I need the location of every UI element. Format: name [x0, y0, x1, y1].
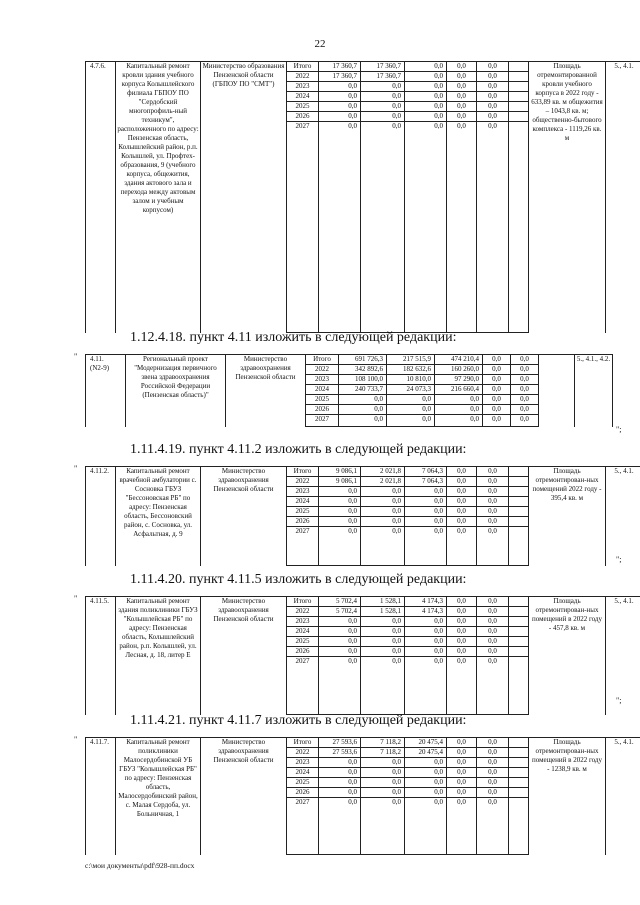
amount-cell: 0,0 — [477, 607, 509, 617]
year-row — [86, 355, 613, 365]
year-row — [86, 467, 640, 477]
year-label: 2025 — [287, 507, 319, 517]
amount-cell: 216 660,4 — [435, 385, 483, 395]
empty-cell — [509, 517, 529, 527]
amount-cell: 0,0 — [405, 517, 447, 527]
year-label: 2023 — [287, 617, 319, 627]
goal-reference: 5., 4.1. — [606, 597, 640, 715]
amount-cell: 0,0 — [405, 627, 447, 637]
amount-cell: 0,0 — [361, 798, 405, 855]
amount-cell: 0,0 — [319, 112, 361, 122]
amount-cell: 0,0 — [477, 778, 509, 788]
amount-cell: 0,0 — [361, 497, 405, 507]
amount-cell: 0,0 — [447, 657, 477, 715]
result-indicator: Площадь отремонтирован-ных помещений в 2022 году - 1238,9 кв. м — [529, 738, 606, 855]
amount-cell: 0,0 — [477, 62, 509, 72]
amount-cell: 0,0 — [447, 788, 477, 798]
goal-reference: 5., 4.1. — [606, 62, 640, 333]
item-number: 4.7.6. — [90, 62, 106, 70]
item-number-cell — [86, 355, 126, 427]
amount-cell: 0,0 — [361, 657, 405, 715]
amount-cell: 0,0 — [361, 527, 405, 566]
year-label: 2023 — [287, 487, 319, 497]
amount-cell: 7 064,3 — [405, 467, 447, 477]
year-label: 2025 — [287, 102, 319, 112]
year-label: 2027 — [306, 415, 339, 427]
amount-cell: 7 118,2 — [361, 738, 405, 748]
amount-cell: 0,0 — [405, 758, 447, 768]
amount-cell: 0,0 — [483, 405, 511, 415]
amount-cell: 0,0 — [477, 617, 509, 627]
amount-cell: 0,0 — [319, 788, 361, 798]
quote-close-mark: "; — [616, 696, 622, 705]
amount-cell: 0,0 — [477, 112, 509, 122]
amount-cell: 0,0 — [319, 617, 361, 627]
amount-cell: 0,0 — [405, 637, 447, 647]
amount-cell: 0,0 — [319, 647, 361, 657]
amount-cell: 0,0 — [405, 82, 447, 92]
amount-cell: 2 021,8 — [361, 467, 405, 477]
amount-cell: 0,0 — [483, 395, 511, 405]
amount-cell: 0,0 — [361, 122, 405, 333]
empty-cell — [509, 627, 529, 637]
amount-cell: 0,0 — [477, 758, 509, 768]
amount-cell: 0,0 — [361, 617, 405, 627]
item-title: Региональный проект "Модернизация первичного звена здравоохранения Российской Федерации (Пензенская область)" — [126, 355, 226, 427]
amount-cell: 0,0 — [361, 517, 405, 527]
amount-cell: 0,0 — [477, 657, 509, 715]
amount-cell: 0,0 — [477, 527, 509, 566]
amount-cell: 0,0 — [447, 607, 477, 617]
amount-cell: 0,0 — [447, 778, 477, 788]
amount-cell: 0,0 — [319, 507, 361, 517]
amount-cell: 0,0 — [405, 527, 447, 566]
amount-cell: 1 528,1 — [361, 597, 405, 607]
amount-cell: 0,0 — [447, 122, 477, 333]
empty-cell — [509, 597, 529, 607]
amount-cell: 0,0 — [477, 788, 509, 798]
amount-cell: 5 702,4 — [319, 607, 361, 617]
amount-cell: 7 118,2 — [361, 748, 405, 758]
amount-cell: 0,0 — [405, 102, 447, 112]
empty-cell — [509, 497, 529, 507]
year-label: Итого — [287, 738, 319, 748]
amount-cell: 0,0 — [511, 405, 539, 415]
amount-cell: 0,0 — [405, 62, 447, 72]
item-title: Капитальный ремонт здания поликлиники ГБУЗ "Колышлейская РБ" по адресу: Пензенская область, Колышлейский район, р.п. Колышлей, ул. Лесная, д. 18, литер Е — [116, 597, 201, 715]
empty-cell — [509, 778, 529, 788]
amount-cell: 0,0 — [361, 112, 405, 122]
item-number-cell — [86, 597, 116, 715]
amount-cell: 0,0 — [319, 637, 361, 647]
amount-cell: 0,0 — [405, 798, 447, 855]
amount-cell: 0,0 — [319, 487, 361, 497]
amount-cell: 0,0 — [319, 517, 361, 527]
empty-cell — [509, 102, 529, 112]
year-label: 2026 — [287, 647, 319, 657]
quote-close-mark: "; — [616, 555, 622, 564]
year-label: 2022 — [306, 365, 339, 375]
empty-cell — [509, 487, 529, 497]
section-heading: 1.11.4.20. пункт 4.11.5 изложить в следующей редакции: — [130, 572, 467, 587]
empty-cell — [509, 607, 529, 617]
amount-cell: 0,0 — [477, 72, 509, 82]
amount-cell: 0,0 — [387, 405, 435, 415]
amount-cell: 0,0 — [447, 627, 477, 637]
result-indicator: Площадь отремонтирован-ных помещений 2022 году - 395,4 кв. м — [529, 467, 606, 566]
page-number: 22 — [314, 38, 326, 50]
amount-cell: 0,0 — [447, 92, 477, 102]
amount-cell: 9 086,1 — [319, 477, 361, 487]
footer-file-path: c:\мои документы\pdf\928-пп.docx — [85, 861, 195, 870]
year-label: Итого — [287, 597, 319, 607]
amount-cell: 0,0 — [483, 355, 511, 365]
item-number-cell — [86, 467, 116, 566]
year-label: Итого — [306, 355, 339, 365]
empty-cell — [509, 92, 529, 102]
amount-cell: 0,0 — [511, 385, 539, 395]
amount-cell: 0,0 — [477, 82, 509, 92]
amount-cell: 4 174,3 — [405, 607, 447, 617]
empty-cell — [509, 62, 529, 72]
empty-cell — [509, 477, 529, 487]
amount-cell: 0,0 — [405, 647, 447, 657]
amount-cell: 0,0 — [361, 768, 405, 778]
empty-cell — [509, 82, 529, 92]
amount-cell: 4 174,3 — [405, 597, 447, 607]
year-label: Итого — [287, 467, 319, 477]
amount-cell: 0,0 — [447, 647, 477, 657]
amount-cell: 0,0 — [447, 738, 477, 748]
amount-cell: 0,0 — [339, 395, 387, 405]
year-row — [86, 738, 640, 748]
record-table-4-11-2 — [85, 466, 640, 566]
year-label: 2026 — [306, 405, 339, 415]
item-number-cell — [86, 62, 116, 333]
amount-cell: 24 073,3 — [387, 385, 435, 395]
year-label: 2026 — [287, 112, 319, 122]
empty-cell — [509, 112, 529, 122]
year-label: 2024 — [306, 385, 339, 395]
amount-cell: 0,0 — [361, 102, 405, 112]
amount-cell: 0,0 — [477, 497, 509, 507]
amount-cell: 0,0 — [447, 62, 477, 72]
amount-cell: 0,0 — [511, 355, 539, 365]
amount-cell: 0,0 — [339, 415, 387, 427]
amount-cell: 0,0 — [361, 92, 405, 102]
amount-cell: 0,0 — [447, 497, 477, 507]
amount-cell: 0,0 — [405, 768, 447, 778]
empty-cell — [509, 72, 529, 82]
empty-cell — [509, 798, 529, 855]
amount-cell: 0,0 — [361, 507, 405, 517]
amount-cell: 0,0 — [477, 507, 509, 517]
record-table-4-11-7 — [85, 737, 640, 855]
quote-open-mark: " — [74, 594, 78, 603]
amount-cell: 0,0 — [319, 758, 361, 768]
amount-cell: 20 475,4 — [405, 738, 447, 748]
amount-cell: 108 100,0 — [339, 375, 387, 385]
year-label: 2024 — [287, 92, 319, 102]
amount-cell: 0,0 — [447, 507, 477, 517]
amount-cell: 0,0 — [447, 467, 477, 477]
amount-cell: 0,0 — [405, 657, 447, 715]
amount-cell: 0,0 — [477, 637, 509, 647]
amount-cell: 10 810,0 — [387, 375, 435, 385]
goal-reference: 5., 4.1. — [606, 467, 640, 566]
amount-cell: 97 290,0 — [435, 375, 483, 385]
amount-cell: 0,0 — [511, 415, 539, 427]
amount-cell: 0,0 — [405, 497, 447, 507]
amount-cell: 0,0 — [447, 798, 477, 855]
amount-cell: 0,0 — [447, 102, 477, 112]
amount-cell: 1 528,1 — [361, 607, 405, 617]
amount-cell: 0,0 — [405, 72, 447, 82]
amount-cell: 0,0 — [447, 72, 477, 82]
year-label: 2024 — [287, 768, 319, 778]
empty-cell — [509, 507, 529, 517]
item-title: Капитальный ремонт кровли здания учебного корпуса Колышлейского филиала ГБПОУ ПО "Сердобский многопрофиль-ный техникум", расположенного по адресу: Пензенская область, Колышлейский район, р.п. Колышлей, ул. Профтех-образования, 9 (учебного корпуса, общежития, здания актового зала и перехода между актовым залом и учебным корпусом) — [116, 62, 201, 333]
amount-cell: 0,0 — [447, 637, 477, 647]
amount-cell: 0,0 — [405, 788, 447, 798]
amount-cell: 27 593,6 — [319, 738, 361, 748]
amount-cell: 217 515,9 — [387, 355, 435, 365]
amount-cell: 0,0 — [483, 385, 511, 395]
year-label: 2027 — [287, 657, 319, 715]
responsible-org: Министерство здравоохранения Пензенской области — [201, 467, 287, 566]
section-heading: 1.11.4.19. пункт 4.11.2 изложить в следующей редакции: — [130, 442, 467, 457]
section-heading: 1.12.4.18. пункт 4.11 изложить в следующей редакции: — [130, 330, 457, 345]
amount-cell: 17 360,7 — [319, 62, 361, 72]
year-label: 2025 — [287, 778, 319, 788]
year-label: 2027 — [287, 122, 319, 333]
amount-cell: 0,0 — [361, 788, 405, 798]
amount-cell: 2 021,8 — [361, 477, 405, 487]
amount-cell: 0,0 — [447, 477, 477, 487]
amount-cell: 0,0 — [405, 122, 447, 333]
amount-cell: 0,0 — [361, 758, 405, 768]
amount-cell: 17 360,7 — [361, 62, 405, 72]
empty-cell — [509, 617, 529, 627]
year-label: 2023 — [287, 82, 319, 92]
quote-open-mark: " — [74, 352, 78, 361]
responsible-org: Министерство здравоохранения Пензенской области — [226, 355, 306, 427]
year-label: 2025 — [287, 637, 319, 647]
amount-cell: 0,0 — [319, 627, 361, 637]
amount-cell: 0,0 — [361, 647, 405, 657]
amount-cell: 0,0 — [435, 405, 483, 415]
amount-cell: 182 632,6 — [387, 365, 435, 375]
year-label: 2022 — [287, 607, 319, 617]
amount-cell: 5 702,4 — [319, 597, 361, 607]
amount-cell: 0,0 — [483, 415, 511, 427]
year-label: 2026 — [287, 517, 319, 527]
year-label: 2024 — [287, 627, 319, 637]
amount-cell: 0,0 — [319, 657, 361, 715]
amount-cell: 0,0 — [319, 92, 361, 102]
amount-cell: 0,0 — [511, 365, 539, 375]
item-title: Капитальный ремонт врачебной амбулатории с. Сосновка ГБУЗ "Бессоновская РБ" по адресу: Пензенская область, Бессоновский район, с. Сосновка, ул. Асфальтная, д. 9 — [116, 467, 201, 566]
item-title: Капитальный ремонт поликлиники Малосердобинской УБ ГБУЗ "Колышлейская РБ" по адресу: Пензенская область, Малосердобинский район, с. Малая Сердоба, ул. Больничная, 1 — [116, 738, 201, 855]
year-label: 2022 — [287, 72, 319, 82]
amount-cell: 0,0 — [477, 798, 509, 855]
year-label: 2024 — [287, 497, 319, 507]
year-label: Итого — [287, 62, 319, 72]
amount-cell: 17 360,7 — [319, 72, 361, 82]
year-label: 2027 — [287, 527, 319, 566]
amount-cell: 0,0 — [319, 778, 361, 788]
amount-cell: 0,0 — [447, 758, 477, 768]
amount-cell: 0,0 — [477, 768, 509, 778]
result-indicator: Площадь отремонтирован-ных помещений в 2022 году - 457,8 кв. м — [529, 597, 606, 715]
amount-cell: 0,0 — [477, 738, 509, 748]
item-number: 4.11.5. — [90, 597, 109, 605]
responsible-org: Министерство здравоохранения Пензенской области — [201, 597, 287, 715]
year-row — [86, 597, 640, 607]
amount-cell: 0,0 — [405, 778, 447, 788]
empty-cell — [509, 657, 529, 715]
amount-cell: 0,0 — [447, 748, 477, 758]
record-table-4-7-6 — [85, 61, 640, 333]
amount-cell: 0,0 — [405, 507, 447, 517]
year-label: 2022 — [287, 748, 319, 758]
amount-cell: 0,0 — [319, 768, 361, 778]
year-label: 2026 — [287, 788, 319, 798]
section-heading: 1.11.4.21. пункт 4.11.7 изложить в следующей редакции: — [130, 713, 467, 728]
amount-cell: 0,0 — [477, 467, 509, 477]
amount-cell: 0,0 — [477, 597, 509, 607]
amount-cell: 0,0 — [483, 375, 511, 385]
amount-cell: 0,0 — [447, 527, 477, 566]
empty-cell — [509, 527, 529, 566]
amount-cell: 0,0 — [483, 365, 511, 375]
item-number: 4.11.2. — [90, 467, 109, 475]
amount-cell: 0,0 — [477, 647, 509, 657]
quote-open-mark: " — [74, 735, 78, 744]
goal-reference: 5., 4.1. — [606, 738, 640, 855]
responsible-org: Министерство здравоохранения Пензенской области — [201, 738, 287, 855]
amount-cell: 240 733,7 — [339, 385, 387, 395]
amount-cell: 0,0 — [361, 627, 405, 637]
empty-cell — [509, 647, 529, 657]
empty-cell — [509, 788, 529, 798]
item-number-cell — [86, 738, 116, 855]
amount-cell: 0,0 — [447, 112, 477, 122]
amount-cell: 0,0 — [405, 112, 447, 122]
amount-cell: 9 086,1 — [319, 467, 361, 477]
amount-cell: 0,0 — [511, 375, 539, 385]
amount-cell: 0,0 — [477, 122, 509, 333]
amount-cell: 0,0 — [435, 415, 483, 427]
amount-cell: 0,0 — [405, 617, 447, 627]
amount-cell: 0,0 — [319, 798, 361, 855]
record-table-4-11-5 — [85, 596, 640, 715]
amount-cell: 160 260,0 — [435, 365, 483, 375]
amount-cell: 0,0 — [319, 527, 361, 566]
quote-close-mark: "; — [616, 425, 622, 434]
amount-cell: 0,0 — [319, 497, 361, 507]
year-label: 2023 — [306, 375, 339, 385]
year-label: 2025 — [306, 395, 339, 405]
amount-cell: 0,0 — [477, 627, 509, 637]
record-table-4-11 — [85, 354, 613, 427]
amount-cell: 0,0 — [339, 405, 387, 415]
empty-cell — [509, 467, 529, 477]
amount-cell: 0,0 — [447, 768, 477, 778]
empty-cell — [509, 748, 529, 758]
amount-cell: 0,0 — [477, 748, 509, 758]
amount-cell: 474 210,4 — [435, 355, 483, 365]
amount-cell: 0,0 — [447, 487, 477, 497]
amount-cell: 20 475,4 — [405, 748, 447, 758]
year-label: 2022 — [287, 477, 319, 487]
amount-cell: 0,0 — [447, 597, 477, 607]
amount-cell: 17 360,7 — [361, 72, 405, 82]
amount-cell: 0,0 — [319, 102, 361, 112]
amount-cell: 0,0 — [477, 487, 509, 497]
empty-cell — [509, 122, 529, 333]
amount-cell: 0,0 — [447, 517, 477, 527]
year-row — [86, 62, 640, 72]
item-code: (N2-9) — [90, 364, 110, 372]
quote-open-mark: " — [74, 464, 78, 473]
responsible-org: Министерство образования Пензенской области (ГБПОУ ПО "СМТ") — [201, 62, 287, 333]
amount-cell: 0,0 — [477, 517, 509, 527]
amount-cell: 0,0 — [477, 102, 509, 112]
amount-cell: 0,0 — [361, 487, 405, 497]
amount-cell: 0,0 — [435, 395, 483, 405]
amount-cell: 7 064,3 — [405, 477, 447, 487]
amount-cell: 0,0 — [361, 778, 405, 788]
amount-cell: 0,0 — [361, 82, 405, 92]
empty-cell — [509, 637, 529, 647]
amount-cell: 0,0 — [319, 122, 361, 333]
amount-cell: 691 726,3 — [339, 355, 387, 365]
amount-cell: 0,0 — [447, 82, 477, 92]
item-number: 4.11.7. — [90, 738, 109, 746]
amount-cell: 0,0 — [477, 92, 509, 102]
empty-cell — [509, 758, 529, 768]
amount-cell: 0,0 — [405, 92, 447, 102]
amount-cell: 0,0 — [387, 415, 435, 427]
year-label: 2023 — [287, 758, 319, 768]
item-number: 4.11. — [90, 355, 104, 363]
amount-cell: 0,0 — [319, 82, 361, 92]
amount-cell: 0,0 — [361, 637, 405, 647]
amount-cell: 0,0 — [511, 395, 539, 405]
goal-reference: 5., 4.1., 4.2. — [575, 355, 613, 427]
amount-cell: 0,0 — [387, 395, 435, 405]
amount-cell: 0,0 — [405, 487, 447, 497]
amount-cell: 27 593,6 — [319, 748, 361, 758]
amount-cell: 342 892,6 — [339, 365, 387, 375]
empty-cell — [509, 738, 529, 748]
amount-cell: 0,0 — [447, 617, 477, 627]
amount-cell: 0,0 — [477, 477, 509, 487]
result-indicator: Площадь отремонтированной кровли учебного корпуса в 2022 году - 633,89 кв. м общежития – 1043,8 кв. м; общественно-бытового комплекса - 1119,26 кв. м — [529, 62, 606, 333]
year-label: 2027 — [287, 798, 319, 855]
result-indicator — [539, 355, 575, 427]
empty-cell — [509, 768, 529, 778]
